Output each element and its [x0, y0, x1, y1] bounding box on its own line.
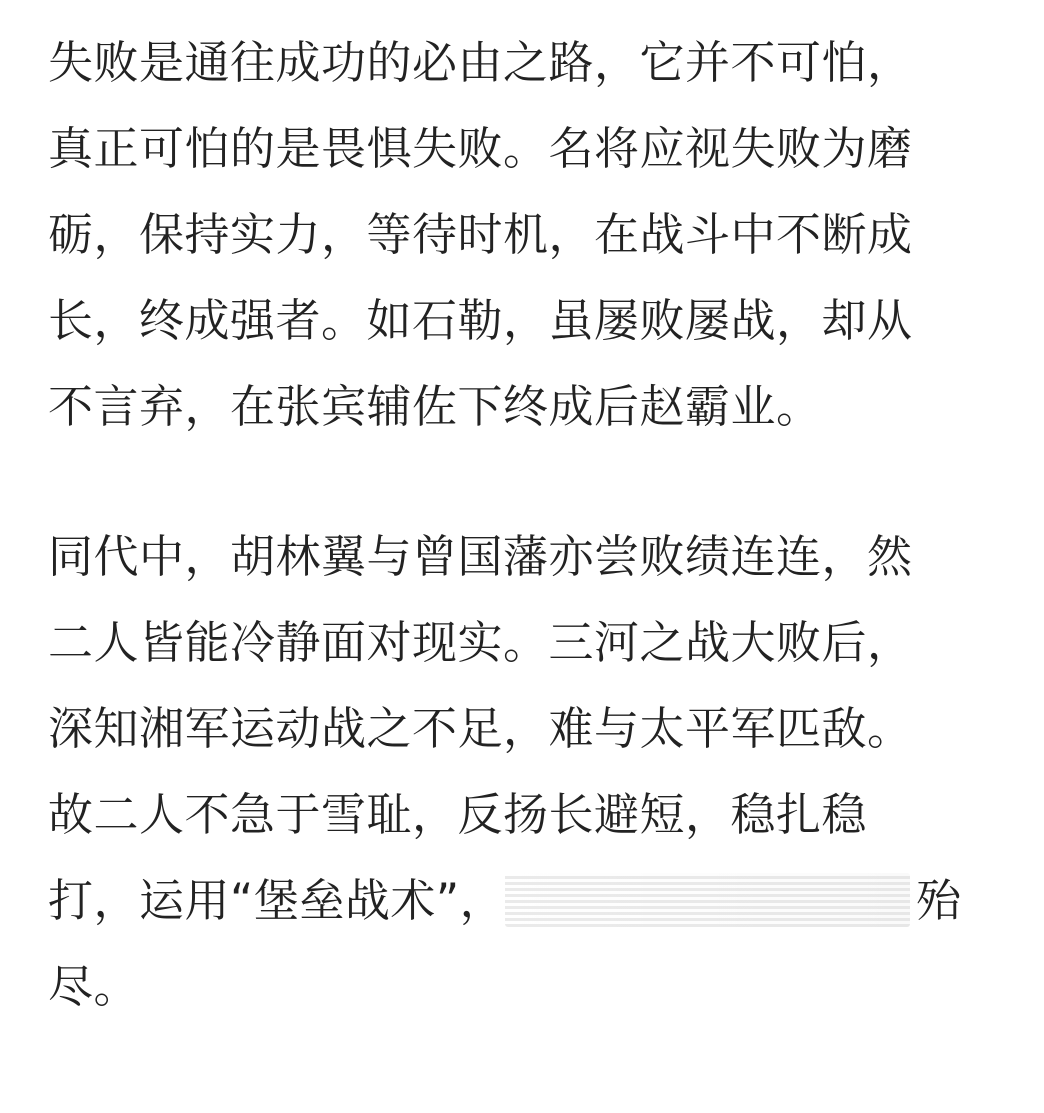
paragraph-2-line: 二人皆能冷静面对现实。三河之战大败后，: [48, 616, 913, 669]
paragraph-1-line: 失败是通往成功的必由之路，它并不可怕，: [48, 36, 913, 89]
paragraph-1-line: 长，终成强者。如石勒，虽屡败屡战，却从: [48, 294, 913, 347]
paragraph-2-line: 深知湘军运动战之不足，难与太平军匹敌。: [48, 702, 913, 755]
paragraph-1-line: 真正可怕的是畏惧失败。名将应视失败为磨: [48, 122, 913, 175]
paragraph-1-line: 砺，保持实力，等待时机，在战斗中不断成: [48, 208, 913, 261]
paragraph-2-line-tail: 殆: [916, 874, 962, 927]
paragraph-2-line: 同代中，胡林翼与曾国藩亦尝败绩连连，然: [48, 530, 913, 583]
redacted-text-block: [505, 873, 910, 927]
paragraph-2-line: 尽。: [48, 960, 140, 1013]
paragraph-1-line: 不言弃，在张宾辅佐下终成后赵霸业。: [48, 380, 822, 433]
paragraph-2-line: 故二人不急于雪耻，反扬长避短，稳扎稳: [48, 788, 868, 841]
paragraph-2-line-with-redaction: [48, 858, 1038, 944]
paragraph-2-line-text: 打，运用“堡垒战术”，: [48, 874, 506, 927]
